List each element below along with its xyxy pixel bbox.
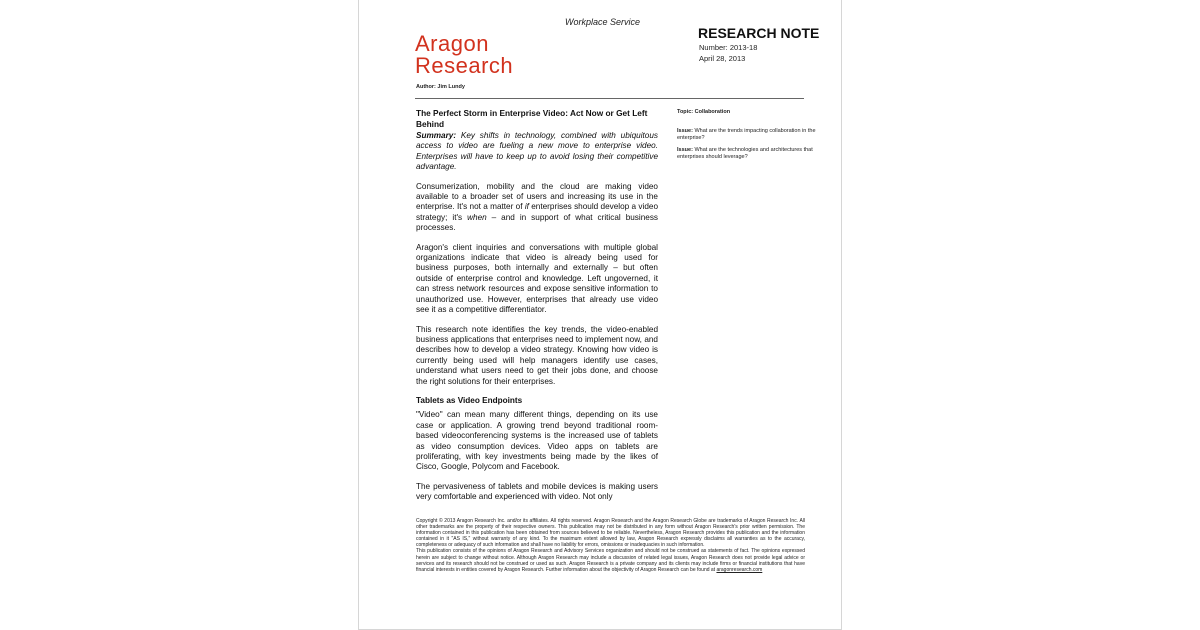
- topic-label: Topic:: [677, 109, 694, 115]
- para1-part-c: – and in support of what critical business processes.: [416, 212, 659, 233]
- website-link[interactable]: aragonresearch.com: [716, 566, 763, 573]
- issue-text: What are the technologies and architectures that enterprises should leverage?: [677, 147, 813, 160]
- note-date: April 28, 2013: [699, 53, 746, 63]
- document-title: The Perfect Storm in Enterprise Video: Act Now or Get Left Behind: [416, 108, 648, 129]
- summary-text: Key shifts in technology, combined with ubiquitous access to video are fueling a new move to enterprise video. Enterprises will have to keep up to avoid losing their competitive advantage.: [416, 131, 658, 172]
- logo-line-1: Aragon: [415, 31, 489, 56]
- para1-part-b: enterprises should develop a video strategy; it's: [416, 202, 658, 222]
- research-note-title: RESEARCH NOTE: [698, 25, 820, 41]
- legal-footer: [416, 518, 805, 573]
- issue-item: [677, 128, 817, 142]
- issue-text: What are the trends impacting collaboration in the enterprise?: [677, 128, 816, 141]
- section-heading: Tablets as Video Endpoints: [416, 395, 523, 405]
- service-label: Workplace Service: [565, 17, 641, 27]
- note-number: Number: 2013-18: [699, 43, 758, 52]
- topic-value: Collaboration: [694, 109, 731, 115]
- summary-label: Summary:: [416, 131, 457, 140]
- paragraph-2: Aragon's client inquiries and conversations with multiple global organizations indicate that video is already being used for business purposes, both internally and externally – but often outside of enterprise control and knowledge. Left ungoverned, it can stress network resources and expose sensitive information to unauthorized use. However, enterprises that already use video see it as a competitive differentiator.: [416, 242, 658, 315]
- issue-item: [677, 147, 817, 161]
- topic-line: [677, 109, 817, 116]
- summary-paragraph: [416, 131, 658, 173]
- issue-label: Issue:: [677, 128, 693, 134]
- copyright-text: Copyright © 2013 Aragon Research Inc. and/or its affiliates. All rights reserved. Aragon Research and the Aragon Research Globe are trademarks of Aragon Research Inc. All other trademarks are the property of their respective owners. This publication may not be distributed in any form without Aragon Research's prior written permission. The information contained in this publication has been obtained from sources believed to be reliable. Nevertheless, Aragon Research provides this publication and the information contained in it "AS IS," without warranty of any kind. To the maximum extent allowed by law, Aragon Research expressly disclaims all warranties as to the accuracy, completeness or adequacy of such information and shall have no liability for errors, omissions or inadequacies in such information.: [416, 518, 805, 549]
- logo-line-2: Research: [415, 53, 514, 78]
- paragraph-3: This research note identifies the key trends, the video-enabled business applications that enterprises need to implement now, and describes how to develop a video strategy. Knowing how video is currently being used will help managers identify use cases, understand what users need to get their jobs done, and choose the right solutions for their enterprises.: [416, 324, 658, 386]
- document-page: [358, 0, 842, 630]
- opinions-body: This publication consists of the opinions of Aragon Research and Advisory Services organization and should not be construed as statements of fact. The opinions expressed herein are subject to change without notice. Although Aragon Research may include a discussion of related legal issues, Aragon Research does not provide legal advice or services and its research should not be construed or used as such. Aragon Research is a private company and its clients may include firms or financial institutions that have financial interests in entities covered by Aragon Research. Further information about the objectivity of Aragon Research can be found at: [416, 548, 805, 573]
- header-divider: [415, 98, 804, 99]
- opinions-text: [416, 548, 805, 572]
- para1-part-a: Consumerization, mobility and the cloud are making video available to a broader set of users and increasing its use in the enterprise. It's not a matter of: [416, 181, 658, 212]
- main-column: [416, 108, 658, 512]
- issue-label: Issue:: [677, 147, 693, 153]
- author-line: Author: Jim Lundy: [416, 84, 465, 90]
- research-note-meta: [699, 43, 757, 64]
- aragon-research-logo: [415, 33, 513, 77]
- paragraph-4: "Video" can mean many different things, depending on its use case or application. A growing trend beyond traditional room-based videoconferencing systems is the increased use of tablets as video consumption devices. Video apps on tablets are proliferating, with key investments being made by the likes of Cisco, Google, Polycom and Facebook.: [416, 410, 658, 472]
- para1-when: when: [467, 212, 487, 222]
- paragraph-5: The pervasiveness of tablets and mobile devices is making users very comfortable and experienced with video. Not only: [416, 481, 658, 502]
- para1-if: if: [524, 202, 529, 212]
- paragraph-1: [416, 182, 658, 234]
- sidebar: [677, 109, 817, 166]
